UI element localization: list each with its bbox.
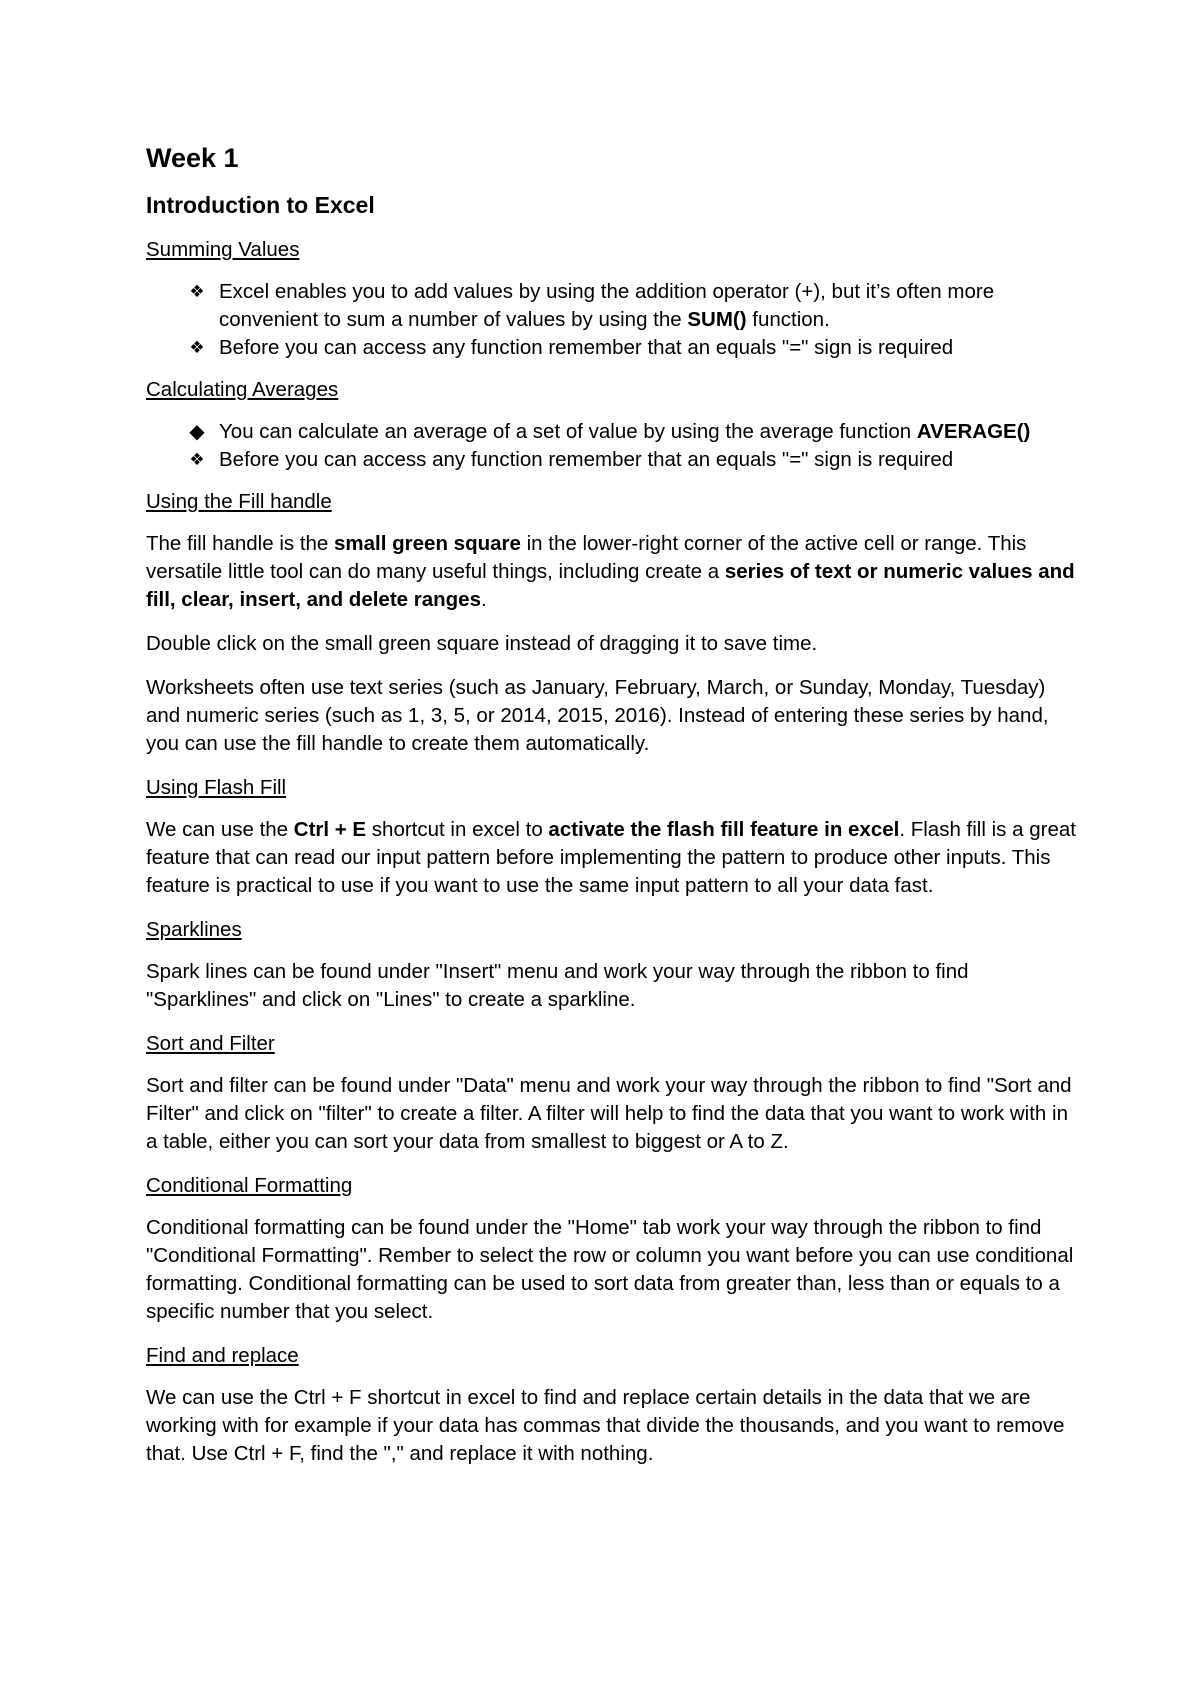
page-subtitle: Introduction to Excel bbox=[146, 192, 375, 219]
list-item: ❖ Before you can access any function remember that an equals "=" sign is required bbox=[146, 446, 1076, 474]
fill-handle-paragraph-3: Worksheets often use text series (such as January, February, March, or Sunday, Monday, Tuesday) and numeric series (such as 1, 3, 5, or 2014, 2015, 2016). Instead of entering these series by hand, you can use the fill handle to create them automatically. bbox=[146, 675, 1049, 755]
find-replace-paragraph: We can use the Ctrl + F shortcut in excel to find and replace certain details in the data that we are working with for example if your data has commas that divide the thousands, and you want to remove that. Use Ctrl + F, find the "," and replace it with nothing. bbox=[146, 1385, 1065, 1465]
fill-handle-paragraph-1: The fill handle is the small green square in the lower-right corner of the active cell or range. This versatile little tool can do many useful things, including create a series of text or numeric values and fill, clear, insert, and delete ranges. bbox=[146, 531, 1075, 611]
summing-bullet-list bbox=[146, 278, 1076, 362]
heading-conditional-formatting: Conditional Formatting bbox=[146, 1173, 353, 1197]
diamond-bullet-icon: ❖ bbox=[189, 281, 205, 301]
heading-summing-values: Summing Values bbox=[146, 237, 300, 261]
sort-filter-paragraph: Sort and filter can be found under "Data" menu and work your way through the ribbon to find "Sort and Filter" and click on "filter" to create a filter. A filter will help to find the data that you want to work with in a table, either you can sort your data from smallest to biggest or A to Z. bbox=[146, 1073, 1072, 1153]
averages-bullet-list bbox=[146, 418, 1076, 474]
document-body bbox=[146, 142, 1076, 1484]
list-item: ❖ Before you can access any function remember that an equals "=" sign is required bbox=[146, 334, 1076, 362]
list-item: ❖ Excel enables you to add values by using the addition operator (+), but it’s often more convenient to sum a number of values by using the SUM() function. bbox=[146, 278, 1076, 334]
heading-sparklines: Sparklines bbox=[146, 917, 242, 941]
heading-find-replace: Find and replace bbox=[146, 1343, 299, 1367]
heading-flash-fill: Using Flash Fill bbox=[146, 775, 287, 799]
solid-diamond-bullet-icon: ◆ bbox=[189, 420, 205, 443]
sparklines-paragraph: Spark lines can be found under "Insert" menu and work your way through the ribbon to find "Sparklines" and click on "Lines" to create a sparkline. bbox=[146, 959, 969, 1011]
flash-fill-paragraph: We can use the Ctrl + E shortcut in excel to activate the flash fill feature in excel. Flash fill is a great feature that can read our input pattern before implementing the pattern to produce other inputs. This feature is practical to use if you want to use the same input pattern to all your data fast. bbox=[146, 817, 1076, 897]
fill-handle-paragraph-2: Double click on the small green square instead of dragging it to save time. bbox=[146, 631, 818, 655]
sum-function-text: SUM() bbox=[687, 307, 747, 331]
heading-calculating-averages: Calculating Averages bbox=[146, 377, 339, 401]
diamond-bullet-icon: ❖ bbox=[189, 449, 205, 469]
heading-fill-handle: Using the Fill handle bbox=[146, 489, 332, 513]
heading-sort-filter: Sort and Filter bbox=[146, 1031, 275, 1055]
conditional-formatting-paragraph: Conditional formatting can be found under the "Home" tab work your way through the ribbon to find "Conditional Formatting". Rember to select the row or column you want before you can use conditional formatting. Conditional formatting can be used to sort data from greater than, less than or equals to a specific number that you select. bbox=[146, 1215, 1074, 1323]
average-function-text: AVERAGE() bbox=[916, 419, 1031, 443]
page-title: Week 1 bbox=[146, 143, 239, 173]
list-item: ◆ You can calculate an average of a set of value by using the average function AVERAGE() bbox=[146, 418, 1076, 446]
diamond-bullet-icon: ❖ bbox=[189, 337, 205, 357]
